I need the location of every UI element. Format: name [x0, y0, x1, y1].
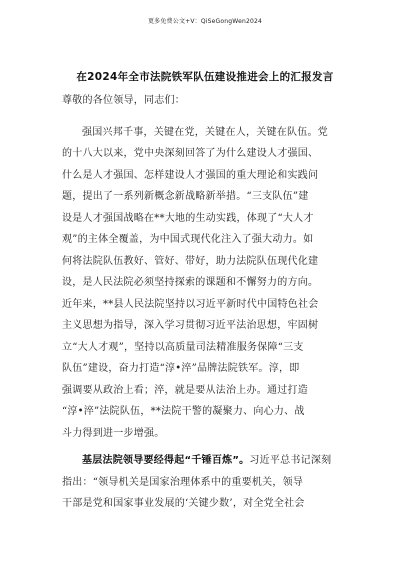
paragraph-line: “淳•淬”法院队伍，**法院干警的凝聚力、向心力、战 [62, 406, 305, 417]
document-body [62, 90, 356, 515]
paragraph-line: 斗力得到进一步增强。 [62, 427, 165, 439]
paragraph-line: 立“大人才观”，坚持以高质量司法精准服务保障“三支 [62, 341, 304, 353]
paragraph-line: 设，是人民法院必须坚持探索的课题和不懈努力的方向。 [62, 277, 319, 288]
paragraph-line: 设是人才强国战略在**大地的生动实践，体现了“大人才 [62, 212, 314, 224]
paragraph-1 [62, 122, 356, 294]
paragraph-line: 强调要从政治上看；淬，就是要从法治上办。通过打造 [62, 384, 308, 396]
paragraph-line: 什么是人才强国、怎样建设人才强国的重大理论和实践问 [62, 169, 319, 181]
document-title: 在2024年全市法院铁军队伍建设推进会上的汇报发言 [76, 71, 334, 83]
section-lead: 基层法院领导要经得起“千锤百炼”。 [82, 455, 250, 466]
paragraph-line [62, 450, 356, 472]
paragraph-line: 队伍”建设，奋力打造“淳•淬”品牌法院铁军。淳，即 [62, 363, 300, 374]
paragraph-line: 何将法院队伍教好、管好、带好，助力法院队伍现代化建 [62, 255, 319, 267]
paragraph-line: 观”的主体全覆盖，为中国式现代化注入了强大动力。如 [62, 234, 314, 245]
paragraph-line: 主义思想为指导，深入学习贯彻习近平法治思想，牢固树 [62, 320, 319, 331]
paragraph-line: 近年来，**县人民法院坚持以习近平新时代中国特色社会 [62, 298, 319, 310]
paragraph-line: 题，提出了一系列新概念新战略新举措。“三支队伍”建 [62, 191, 309, 202]
paragraph-3 [62, 450, 356, 515]
paragraph-line: 干部是党和国家事业发展的‘关键少数’，对全党全社会 [62, 498, 305, 509]
greeting: 尊敬的各位领导，同志们： [62, 95, 185, 106]
paragraph-text: 习近平总书记深刻 [249, 455, 332, 466]
paragraph-line: 的十八大以来，党中央深刻回答了为什么建设人才强国、 [62, 148, 319, 159]
paragraph-line: 强国兴邦千事，关键在党，关键在人，关键在队伍。党 [82, 126, 328, 138]
paragraph-2 [62, 294, 356, 445]
paragraph-line: 指出：“领导机关是国家治理体系中的重要机关，领导 [62, 476, 304, 488]
header-note: 更多免费公文+V：QiSeGongWen2024 [147, 18, 263, 25]
